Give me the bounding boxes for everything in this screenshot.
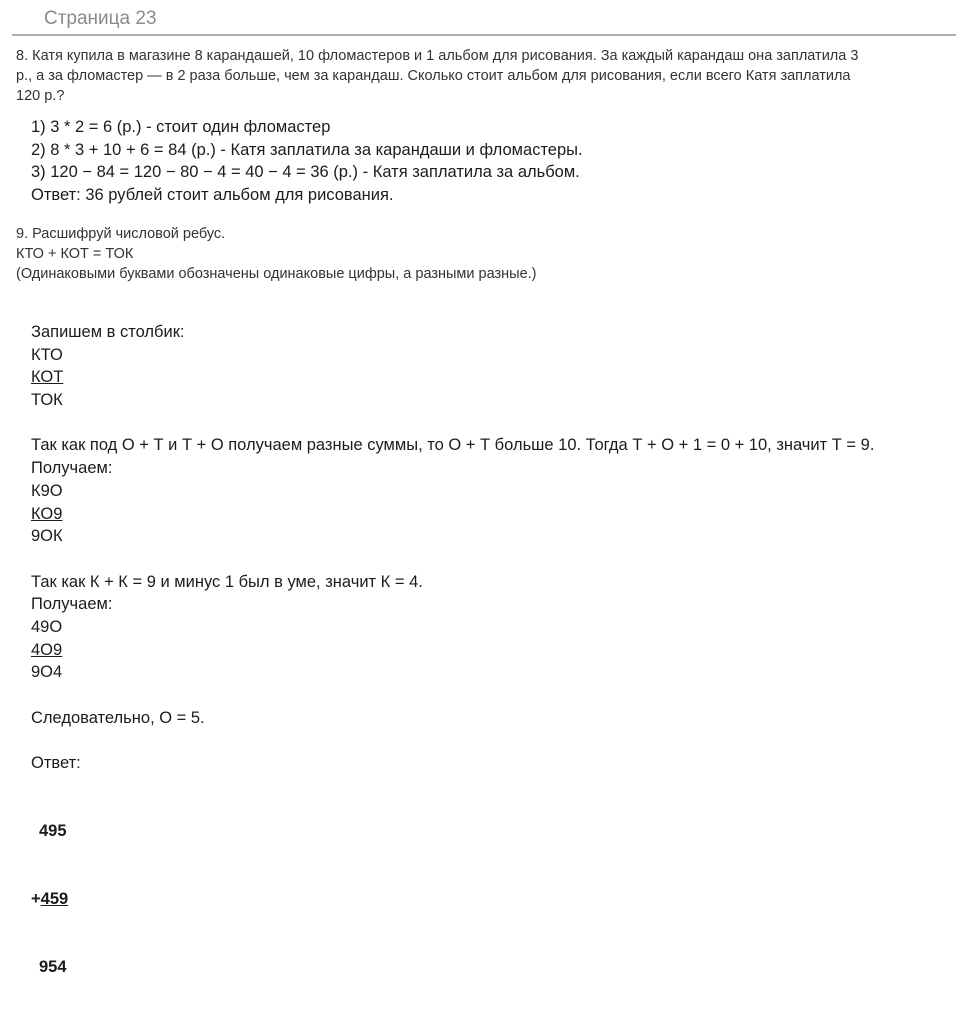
answer-row: [31, 888, 874, 911]
solution-reasoning: Так как К + К = 9 и минус 1 был в уме, значит К = 4.: [31, 572, 423, 591]
task-8-line: р., а за фломастер — в 2 раза больше, чем за карандаш. Сколько стоит альбом для рисования, если всего Катя заплатила: [16, 68, 851, 84]
task-8-line: 8. Катя купила в магазине 8 карандашей, 10 фломастеров и 1 альбом для рисования. За каждый карандаш она заплатила 3: [16, 48, 859, 64]
page-title: Страница 23: [44, 8, 157, 29]
solution-answer: Ответ: 36 рублей стоит альбом для рисования.: [31, 186, 394, 205]
task-8-statement: [16, 46, 858, 106]
solution-text: Получаем:: [31, 595, 113, 614]
column-row: 4О9: [31, 640, 63, 659]
task-9-line: 9. Расшифруй числовой ребус.: [16, 226, 226, 242]
plus-sign: +: [31, 890, 41, 909]
solution-reasoning: Так как под О + Т и Т + О получаем разные суммы, то О + Т больше 10. Тогда Т + О + 1 = 0 + 10, значит Т = 9.: [31, 436, 875, 455]
column-row: 9ОК: [31, 527, 63, 546]
task-8-solution: [31, 116, 583, 207]
task-9-line: КТО + КОТ = ТОК: [16, 246, 134, 262]
solution-conclusion: Следовательно, О = 5.: [31, 708, 205, 727]
solution-step: 3) 120 − 84 = 120 − 80 − 4 = 40 − 4 = 36 (р.) - Катя заплатила за альбом.: [31, 163, 580, 182]
column-row: КО9: [31, 504, 63, 523]
solution-text: Получаем:: [31, 459, 113, 478]
task-9-statement: [16, 224, 537, 284]
task-9-solution: [31, 321, 875, 977]
answer-addend: 459: [40, 890, 69, 909]
page-header: [12, 0, 956, 36]
answer-row: 954: [39, 958, 67, 977]
column-row: КОТ: [31, 368, 64, 387]
task-8-line: 120 р.?: [16, 88, 65, 104]
column-row: 49О: [31, 617, 63, 636]
answer-row: 495: [39, 822, 67, 841]
column-row: 9О4: [31, 663, 63, 682]
answer-column: [31, 775, 874, 977]
column-row: КТО: [31, 345, 63, 364]
answer-label: Ответ:: [31, 754, 81, 773]
solution-step: 1) 3 * 2 = 6 (р.) - стоит один фломастер: [31, 118, 331, 136]
solution-step: 2) 8 * 3 + 10 + 6 = 84 (р.) - Катя заплатила за карандаши и фломастеры.: [31, 140, 583, 159]
solution-intro: Запишем в столбик:: [31, 323, 185, 341]
task-9-line: (Одинаковыми буквами обозначены одинаковые цифры, а разными разные.): [16, 266, 537, 282]
column-row: ТОК: [31, 391, 63, 410]
column-row: К9О: [31, 481, 63, 500]
